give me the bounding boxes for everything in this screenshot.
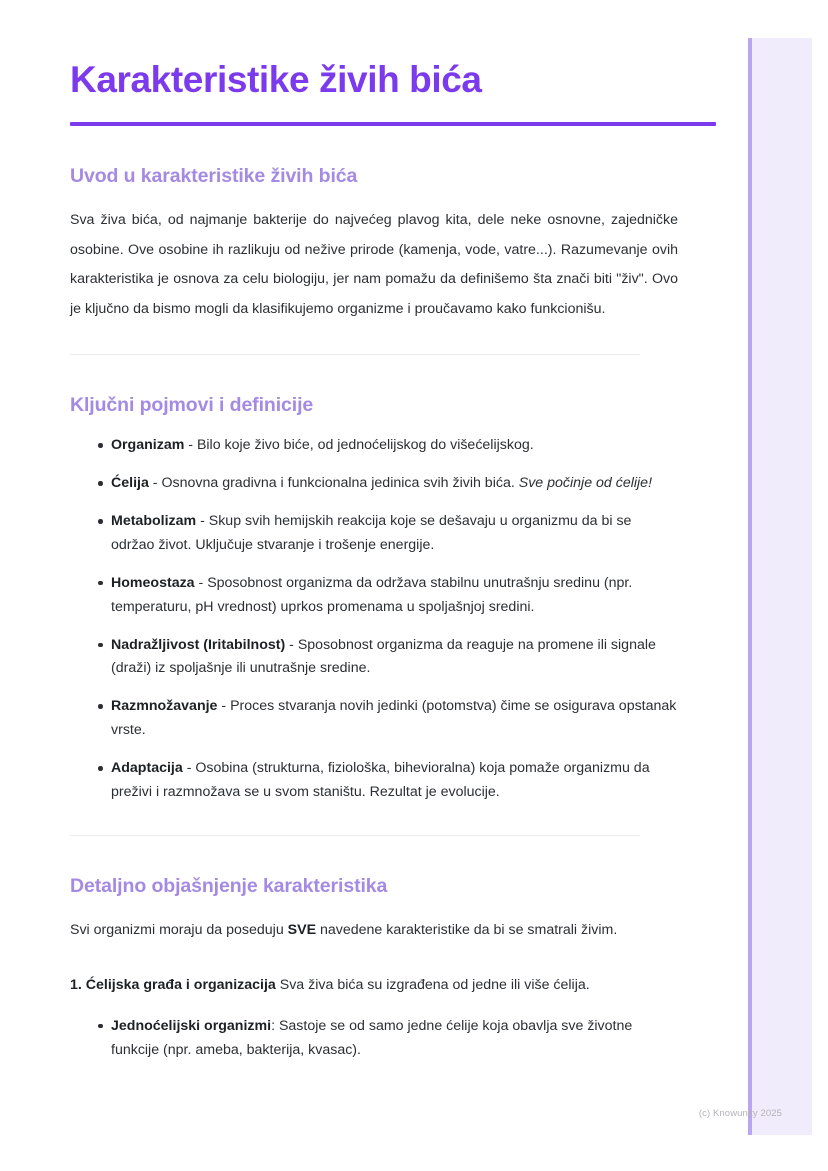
key-term-definition: Sposobnost organizma da reaguje na promene ili signale (draži) iz spoljašnje ili unutrašnje sredine.: [111, 636, 656, 677]
key-term-definition: Osnovna gradivna i funkcionalna jedinica svih živih bića.: [161, 475, 519, 492]
key-term-separator: -: [217, 698, 231, 715]
key-term-term: Nadražljivost (Iritabilnost): [111, 636, 286, 653]
key-term-separator: -: [194, 574, 208, 591]
key-term-separator: -: [285, 636, 298, 653]
copyright-watermark: (c) Knowunity 2025: [698, 1108, 782, 1119]
list-item: [98, 757, 678, 805]
sub-term-term: Jednoćelijski organizmi: [111, 1017, 272, 1034]
list-item: [98, 634, 678, 682]
section-heading-key-terms: Ključni pojmovi i definicije: [70, 394, 314, 417]
key-term-separator: -: [184, 437, 197, 454]
details-paragraph-after: navedene karakteristike da bi se smatrali živim.: [316, 922, 618, 939]
decorative-side-panel: [748, 38, 812, 1135]
key-term-term: Organizam: [111, 437, 185, 454]
title-underline-rule: [70, 122, 716, 126]
key-term-definition: Proces stvaranja novih jedinki (potomstva) čime se osigurava opstanak vrste.: [111, 698, 677, 739]
key-term-separator: -: [148, 475, 162, 492]
section-heading-details: Detaljno objašnjenje karakteristika: [70, 874, 388, 897]
key-term-term: Homeostaza: [111, 574, 195, 591]
key-term-separator: -: [182, 760, 196, 777]
list-item: [98, 510, 678, 558]
page-title: Karakteristike živih bića: [70, 59, 482, 100]
key-term-separator: -: [196, 513, 209, 530]
key-term-term: Razmnožavanje: [111, 698, 218, 715]
details-paragraph-before: Svi organizmi moraju da poseduju: [70, 922, 288, 939]
list-item: [98, 434, 678, 458]
numbered-item-lead: 1. Ćelijska građa i organizacija: [70, 976, 276, 993]
sub-term-definition: Sastoje se od samo jedne ćelije koja obavlja sve životne funkcije (npr. ameba, bakterija, kvasac).: [111, 1017, 633, 1058]
sub-term-separator: :: [271, 1017, 279, 1034]
numbered-item-1: [70, 973, 678, 997]
section-heading-intro: Uvod u karakteristike živih bića: [70, 164, 358, 187]
key-term-definition: Bilo koje živo biće, od jednoćelijskog do višećelijskog.: [196, 437, 534, 454]
details-paragraph-strong: SVE: [287, 922, 317, 939]
intro-paragraph: Sva živa bića, od najmanje bakterije do najvećeg plavog kita, dele neke osnovne, zajedničke osobine. Ove osobine ih razlikuju od nežive prirode (kamenja, vode, vatre...). Razumevanje ovih karakteristika je osnova za celu biologiju, jer nam pomažu da definišemo šta znači biti "živ". Ovo je ključno da bismo mogli da klasifikujemo organizme i proučavamo kako funkcionišu.: [70, 212, 678, 317]
details-paragraph: [70, 916, 678, 946]
list-item: [98, 695, 678, 743]
numbered-item-rest: Sva živa bića su izgrađena od jedne ili više ćelija.: [275, 976, 590, 993]
key-term-definition: Osobina (strukturna, fiziološka, bihevioralna) koja pomaže organizmu da preživi i razmnožava se u svom staništu. Rezultat je evolucije.: [111, 760, 650, 800]
list-item: [98, 572, 678, 620]
key-term-emphasis: Sve počinje od ćelije!: [518, 475, 653, 492]
key-term-term: Metabolizam: [111, 513, 197, 530]
key-term-term: Adaptacija: [111, 760, 183, 777]
key-terms-list: [70, 434, 678, 804]
key-term-definition: Sposobnost organizma da održava stabilnu unutrašnju sredinu (npr. temperaturu, pH vrednost) uprkos promenama u spoljašnjoj sredini.: [111, 574, 633, 615]
list-item: [98, 472, 678, 496]
section-divider-2: [70, 835, 640, 836]
details-sublist: [70, 1015, 678, 1063]
section-divider-1: [70, 354, 640, 355]
key-term-term: Ćelija: [111, 475, 149, 492]
list-item: [98, 1015, 678, 1063]
key-term-definition: Skup svih hemijskih reakcija koje se dešavaju u organizmu da bi se održao život. Uključuje stvaranje i trošenje energije.: [111, 513, 632, 554]
